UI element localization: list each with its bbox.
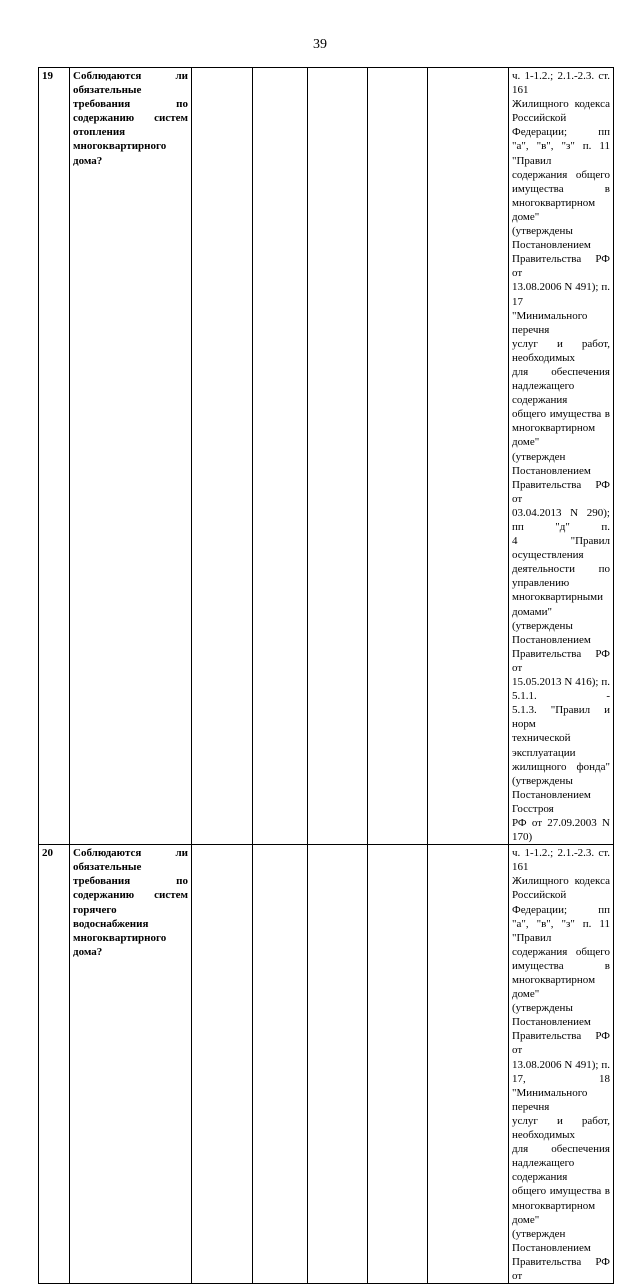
reference-line: многоквартирном доме" [512, 974, 596, 1001]
reference-line: для обеспечения [512, 1143, 610, 1156]
reference-line: 03.04.2013 N 290); пп "д" п. [512, 506, 610, 533]
reference-line: многоквартирном доме" [512, 422, 596, 449]
reference-line: (утверждены [512, 1002, 573, 1015]
reference-line: 13.08.2006 N 491); п. 17 [512, 281, 610, 308]
question-cell: Соблюдаются ли обязательные требования по содержанию систем горячего водоснабжения многоквартирного дома? [70, 845, 192, 1284]
reference-line: (утверждены [512, 774, 573, 787]
reference-line: имущества в [512, 182, 610, 195]
empty-cell [428, 68, 509, 845]
empty-cell [308, 68, 368, 845]
reference-line: "Минимального перечня [512, 309, 588, 336]
reference-line: "Минимального перечня [512, 1086, 588, 1113]
empty-cell [428, 845, 509, 1284]
reference-line: Российской Федерации; пп [512, 112, 610, 139]
reference-line: общего имущества в [512, 1185, 610, 1198]
reference-line: Постановлением Госстроя [512, 788, 591, 815]
reference-line: (утверждены [512, 225, 573, 238]
reference-line: "а", "в", "з" п. 11 "Правил [512, 917, 610, 944]
legal-reference-cell [509, 845, 614, 1284]
page-number: 39 [313, 37, 327, 52]
table-row [39, 845, 614, 1284]
legal-reference-cell [509, 68, 614, 845]
table-row [39, 68, 614, 845]
reference-line: (утвержден Постановлением [512, 450, 591, 477]
reference-line: Жилищного кодекса [512, 98, 610, 111]
reference-line: 15.05.2013 N 416); п. 5.1.1. - [512, 676, 610, 703]
reference-line: жилищного фонда" [512, 760, 610, 773]
reference-line: Постановлением [512, 633, 591, 646]
reference-line: услуг и работ, необходимых [512, 1114, 610, 1142]
reference-line: ч. 1-1.2.; 2.1.-2.3. ст. 161 [512, 847, 610, 874]
reference-line: многоквартирном доме" [512, 196, 596, 223]
reference-line: содержания общего [512, 945, 610, 958]
reference-line: 5.1.3. "Правил и норм [512, 704, 610, 731]
empty-cell [192, 845, 253, 1284]
reference-line: ч. 1-1.2.; 2.1.-2.3. ст. 161 [512, 70, 610, 97]
reference-line: имущества в [512, 959, 610, 972]
reference-line: для обеспечения [512, 365, 610, 378]
reference-line: (утвержден Постановлением [512, 1227, 591, 1254]
reference-line: общего имущества в [512, 408, 610, 421]
reference-line: Правительства РФ от [512, 647, 610, 674]
reference-line: "а", "в", "з" п. 11 "Правил [512, 140, 610, 167]
empty-cell [368, 845, 428, 1284]
reference-line: Российской Федерации; пп [512, 889, 610, 916]
empty-cell [253, 845, 308, 1284]
reference-line: Постановлением [512, 1016, 591, 1029]
reference-line: Постановлением [512, 239, 591, 252]
reference-line: Правительства РФ от [512, 1255, 610, 1282]
reference-line: (утверждены [512, 619, 573, 632]
reference-line: многоквартирном доме" [512, 1199, 596, 1226]
reference-line: многоквартирными домами" [512, 591, 604, 618]
reference-line: Жилищного кодекса [512, 875, 610, 888]
empty-cell [192, 68, 253, 845]
reference-line: 4 "Правил осуществления [512, 535, 610, 562]
empty-cell [253, 68, 308, 845]
row-number: 20 [39, 845, 70, 1284]
empty-cell [308, 845, 368, 1284]
reference-line: надлежащего содержания [512, 1157, 575, 1184]
reference-line: технической эксплуатации [512, 732, 576, 759]
reference-line: услуг и работ, необходимых [512, 337, 610, 364]
empty-cell [368, 68, 428, 845]
reference-line: РФ от 27.09.2003 N 170) [512, 816, 610, 844]
reference-line: надлежащего содержания [512, 380, 575, 407]
reference-line: Правительства РФ от [512, 478, 610, 505]
reference-line: 13.08.2006 N 491); п. 17, 18 [512, 1058, 610, 1085]
reference-line: деятельности по управлению [512, 563, 610, 590]
question-cell: Соблюдаются ли обязательные требования по содержанию систем отопления многоквартирного дома? [70, 68, 192, 845]
reference-line: Правительства РФ от [512, 253, 610, 280]
row-number: 19 [39, 68, 70, 845]
reference-line: содержания общего [512, 168, 610, 181]
checklist-table [38, 67, 614, 1284]
reference-line: Правительства РФ от [512, 1030, 610, 1057]
